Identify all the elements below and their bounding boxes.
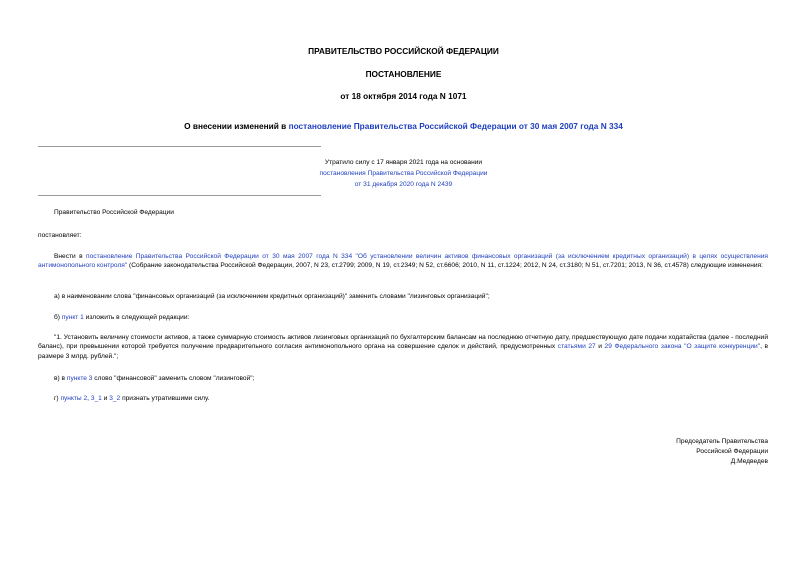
p8-text-a: г) — [54, 395, 61, 402]
paragraph-item-a: а) в наименовании слова "финансовых организаций (за исключением кредитных организаций)" заменить словами "лизинговых организаций"; — [54, 293, 490, 300]
notice-link-date[interactable]: от 31 декабря 2020 года N 2439 — [354, 181, 453, 188]
notice-bottom-rule — [38, 195, 321, 196]
p7-text-a: в) в — [54, 375, 67, 382]
paragraph-government: Правительство Российской Федерации — [54, 209, 174, 216]
notice-link-decree[interactable]: постановления Правительства Российской Федерации — [319, 170, 488, 177]
title-prefix: О внесении изменений в — [184, 121, 289, 131]
notice-line-1: Утратило силу с 17 января 2021 года на основании — [324, 159, 483, 166]
p3-text-a: Внести в — [54, 253, 87, 260]
paragraph-item-b — [38, 313, 768, 322]
paragraph-new-point-1 — [38, 333, 768, 361]
p6-article-27-link[interactable]: статьями 27 — [557, 343, 596, 351]
p8-text-b: признать утратившими силу. — [120, 395, 210, 402]
p8-sep-2: и — [101, 395, 110, 402]
signature-org: Российской Федерации — [696, 448, 768, 455]
document-type-heading: ПОСТАНОВЛЕНИЕ — [365, 69, 442, 79]
government-heading: ПРАВИТЕЛЬСТВО РОССИЙСКОЙ ФЕДЕРАЦИИ — [308, 46, 499, 56]
p8-sep-1: , — [87, 395, 91, 402]
p5-text-a: б) — [54, 314, 62, 321]
p3-decree-link[interactable]: постановление Правительства Российской Федерации от 30 мая 2007 года N 334 "Об установлении величин активов финансовых организаций (за исключением кредитных организаций) в целях осуществления антимонопольного контроля" — [38, 253, 768, 270]
paragraph-item-g — [38, 394, 768, 403]
p6-text-b: , в размере 3 млрд. рублей."; — [38, 343, 768, 360]
p3-text-b: (Собрание законодательства Российской Федерации, 2007, N 23, ст.2799; 2009, N 19, ст.2349; N 52, ст.6606; 2010, N 11, ст.1224; 2012, N 24, ст.3180; N 51, ст.7201; 2013, N 36, ст.4578) следующие изменения: — [127, 262, 763, 270]
p5-text-b: изложить в следующей редакции: — [83, 314, 190, 321]
p6-text-mid: и — [595, 343, 605, 351]
p8-point-3-1-link[interactable]: 3_1 — [90, 395, 102, 402]
paragraph-item-v — [38, 374, 768, 383]
p8-point-3-2-link[interactable]: 3_2 — [109, 395, 121, 402]
title-link[interactable]: постановление Правительства Российской Федерации от 30 мая 2007 года N 334 — [288, 121, 623, 131]
signature-title: Председатель Правительства — [676, 438, 768, 445]
p6-competition-law-link[interactable]: 29 Федерального закона "О защите конкуренции" — [604, 343, 761, 351]
signature-name: Д.Медведев — [730, 458, 768, 465]
paragraph-amendments-intro — [38, 252, 768, 271]
p7-point-3-link[interactable]: пункте 3 — [66, 375, 93, 382]
paragraph-resolves: постановляет: — [38, 232, 82, 239]
p5-point-1-link[interactable]: пункт 1 — [61, 314, 84, 321]
document-title — [0, 121, 807, 132]
p6-text-a: "1. Установить величину стоимости активов, а также суммарную стоимость активов лизинговых организаций по бухгалтерским балансам на последнюю отчетную дату, предшествующую дате подачи ходатайства (далее - последний баланс), при превышении которой требуется получение предварительного согласия антимонопольного органа на совершение сделок и действий, предусмотренных — [38, 334, 768, 351]
p7-text-b: слово "финансовой" заменить словом "лизинговой"; — [92, 375, 255, 382]
date-number-heading: от 18 октября 2014 года N 1071 — [340, 91, 467, 101]
p8-point-2-link[interactable]: пункты 2 — [60, 395, 88, 402]
notice-top-rule — [38, 146, 321, 147]
